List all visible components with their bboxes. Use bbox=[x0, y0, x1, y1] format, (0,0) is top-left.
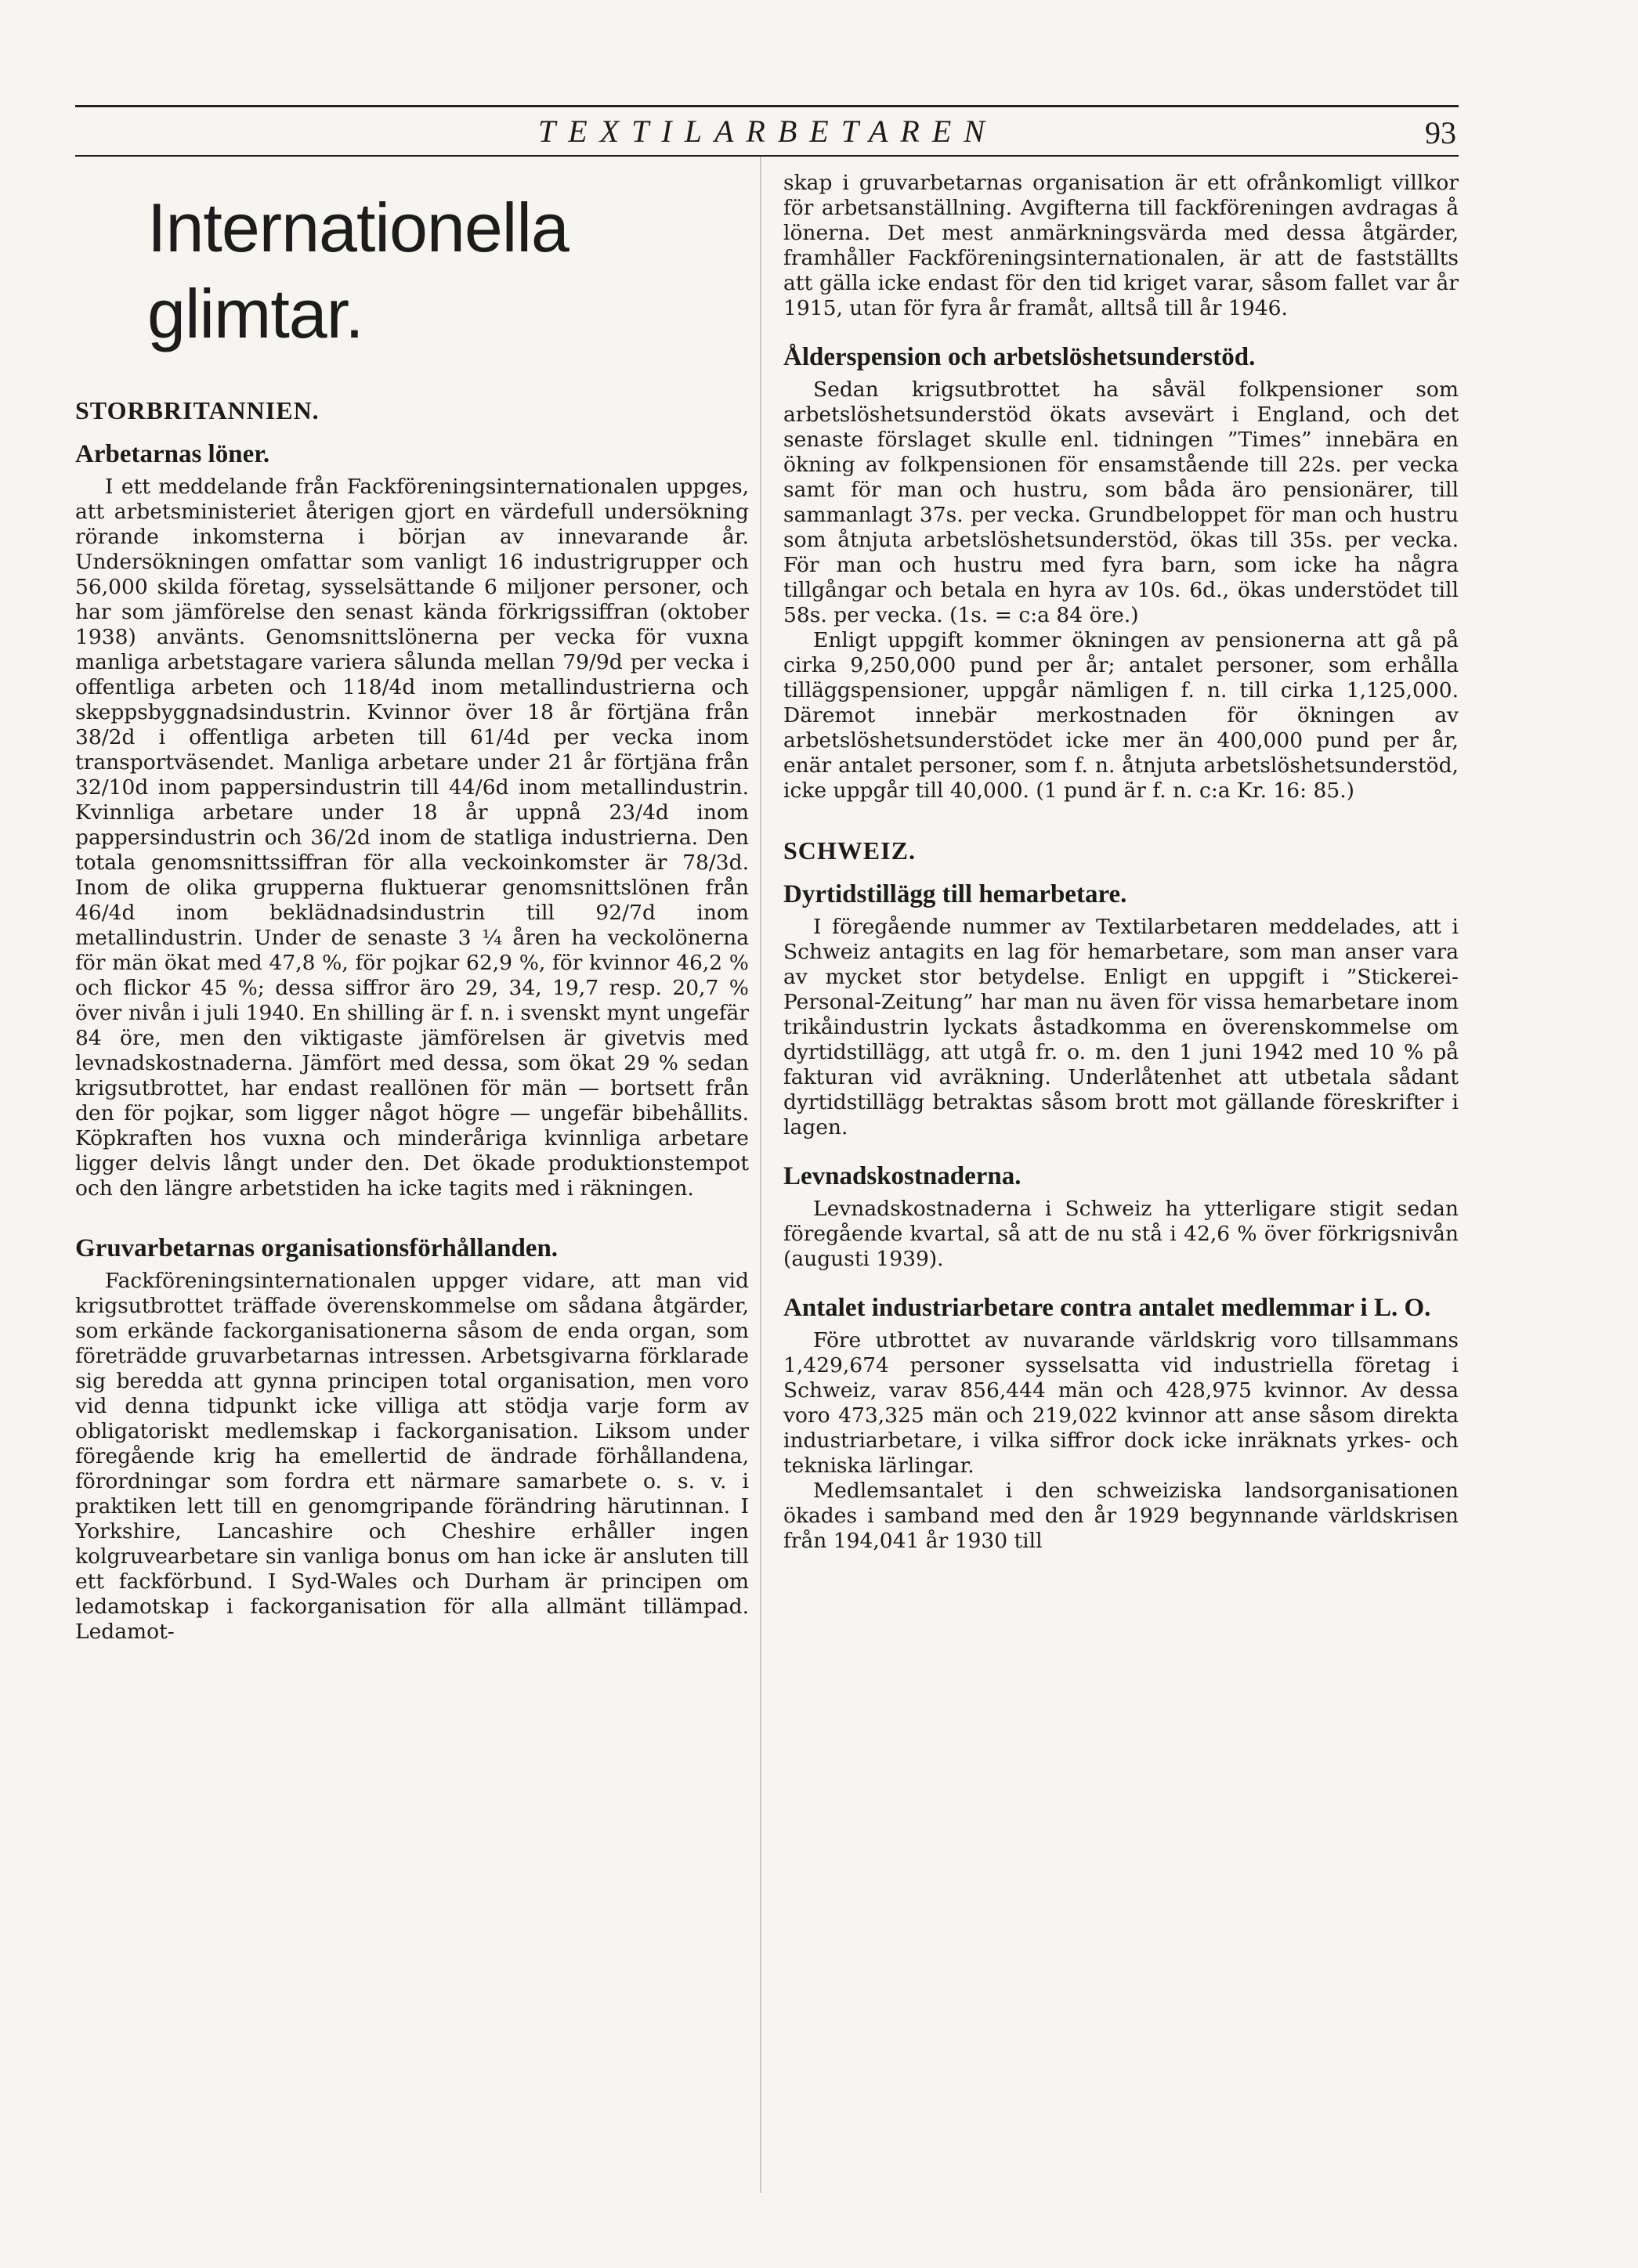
section-heading: Gruvarbetarnas organisationsförhållanden. bbox=[75, 1234, 559, 1262]
right-column bbox=[783, 171, 1459, 1554]
paragraph: Enligt uppgift kommer ökningen av pensionerna att gå på cirka 9,250,000 pund per år; antalet personer, som erhålla tilläggspensioner, uppgår nämligen f. n. till cirka 1,125,000. Däremot innebär merkostnaden för ökningen av arbetslöshetsunderstödet icke mer än 400,000 pund per år, enär antalet personer, som f. n. åtnjuta arbetslöshetsunderstöd, icke uppgår till 40,000. (1 pund är f. n. c:a Kr. 16: 85.) bbox=[783, 628, 1459, 803]
page-number: 93 bbox=[1425, 115, 1456, 150]
header-rule-bottom bbox=[75, 155, 1459, 157]
paragraph: I föregående nummer av Textilarbetaren meddelades, att i Schweiz antagits en lag för hemarbetare, som man anser vara av mycket stor betydelse. Enligt en uppgift i ”Stickerei-Personal-Zeitung” har man nu även för vissa hemarbetare inom trikåindustrin lyckats åstadkomma en överenskommelse om dyrtidstillägg, att utgå fr. o. m. den 1 juni 1942 med 10 % på fakturan vid avräkning. Underlåtenhet att utbetala sådant dyrtidstillägg betraktas såsom brott mot gällande föreskrifter i lagen. bbox=[783, 915, 1459, 1139]
paragraph: Fackföreningsinternationalen uppger vidare, att man vid krigsutbrottet träffade överenskommelse om sådana åtgärder, som erkände fackorganisationerna såsom de enda organ, som företrädde gruvarbetarnas intressen. Arbetsgivarna förklarade sig beredda att gynna principen total organisation, men voro vid denna tidpunkt icke villiga att stödja varje form av obligatoriskt medlemskap i fackorganisation. Liksom under föregående krig ha emellertid de ändrade förhållandena, förordningar som fordra ett närmare samarbete o. s. v. i praktiken lett till en genomgripande förändring härutinnan. I Yorkshire, Lancashire och Cheshire erhåller ingen kolgruvearbetare sin vanliga bonus om han icke är ansluten till ett fackförbund. I Syd-Wales och Durham är principen om ledamotskap i fackorganisation för alla allmänt tillämpad. Ledamot- bbox=[75, 1269, 749, 1644]
paragraph: Levnadskostnaderna i Schweiz ha ytterligare stigit sedan föregående kvartal, så att de nu stå i 42,6 % över förkrigsnivån (augusti 1939). bbox=[783, 1197, 1459, 1271]
paragraph: Medlemsantalet i den schweiziska landsorganisationen ökades i samband med den år 1929 begynnande världskrisen från 194,041 år 1930 till bbox=[783, 1479, 1459, 1553]
left-column bbox=[75, 171, 749, 1645]
column-divider bbox=[760, 157, 761, 2193]
section-heading: Arbetarnas löner. bbox=[75, 440, 270, 468]
header-rule-top bbox=[75, 105, 1459, 107]
section-heading: Antalet industriarbetare contra antalet medlemmar i L. O. bbox=[783, 1294, 1431, 1322]
paragraph: I ett meddelande från Fackföreningsinternationalen uppges, att arbetsministeriet återigen gjort en värdefull undersökning rörande inkomsterna i början av innevarande år. Undersökningen omfattar som vanligt 16 industrigrupper och 56,000 skilda företag, sysselsättande 6 miljoner personer, och har som jämförelse den senast kända förkrigssiffran (oktober 1938) använts. Genomsnittslönerna per vecka för vuxna manliga arbetstagare variera sålunda mellan 79/9d per vecka i offentliga arbeten och 118/4d inom metallindustrierna och skeppsbyggnadsindustrin. Kvinnor över 18 år förtjäna från 38/2d i offentliga arbeten till 61/4d per vecka inom transportväsendet. Manliga arbetare under 21 år förtjäna från 32/10d inom pappersindustrin till 44/6d inom metallindustrin. Kvinnliga arbetare under 18 år uppnå 23/4d inom pappersindustrin och 36/2d inom de statliga industrierna. Den totala genomsnittssiffran för alla veckoinkomster är 78/3d. Inom de olika grupperna fluktuerar genomsnittslönen från 46/4d inom beklädnadsindustrin till 92/7d inom metallindustrin. Under de senaste 3 ¼ åren ha veckolönerna för män ökat med 47,8 %, för pojkar 62,9 %, för kvinnor 46,2 % och flickor 45 %; dessa siffror äro 29, 34, 19,7 resp. 20,7 % över nivån i juli 1940. En shilling är f. n. i svenskt mynt ungefär 84 öre, men den viktigaste jämförelsen är givetvis med levnadskostnaderna. Jämfört med dessa, som ökat 29 % sedan krigsutbrottet, har endast reallönen för män — bortsett från den för pojkar, som ligger något högre — ungefär bibehållits. Köpkraften hos vuxna och minderåriga kvinnliga arbetare ligger delvis långt under den. Det ökade produktionstempot och den längre arbetstiden ha icke tagits med i räkningen. bbox=[75, 475, 749, 1201]
article-title: Internationella glimtar. bbox=[147, 189, 569, 352]
section-heading: Ålderspension och arbetslöshetsunderstöd. bbox=[783, 343, 1256, 371]
paragraph: skap i gruvarbetarnas organisation är ett ofrånkomligt villkor för arbetsanställning. Avgifterna till fackföreningen avdragas å lönerna. Det mest anmärkningsvärda med dessa åtgärder, framhåller Fackföreningsinternationalen, är att de fastställts att gälla icke endast för den tid kriget varar, såsom fallet var år 1915, utan för fyra år framåt, alltså till år 1946. bbox=[783, 171, 1459, 320]
country-heading: STORBRITANNIEN. bbox=[75, 396, 320, 424]
section-heading: Dyrtidstillägg till hemarbetare. bbox=[783, 880, 1127, 908]
section-heading: Levnadskostnaderna. bbox=[783, 1162, 1021, 1190]
running-head: TEXTILARBETAREN bbox=[538, 114, 997, 149]
country-heading: SCHWEIZ. bbox=[783, 836, 916, 865]
paragraph: Sedan krigsutbrottet ha såväl folkpensioner som arbetslöshetsunderstöd ökats avsevärt i England, och det senaste förslaget skulle enl. tidningen ”Times” innebära en ökning av folkpensionen för ensamstående till 22s. per vecka samt för man och hustru, som båda äro pensionärer, till sammanlagt 37s. per vecka. Grundbeloppet för man och hustru som åtnjuta arbetslöshetsunderstöd, ökas till 35s. per vecka. För man och hustru med fyra barn, som icke ha några tillgångar och betala en hyra av 10s. 6d., ökas understödet till 58s. per vecka. (1s. = c:a 84 öre.) bbox=[783, 377, 1459, 627]
paragraph: Före utbrottet av nuvarande världskrig voro tillsammans 1,429,674 personer sysselsatta vid industriella företag i Schweiz, varav 856,444 män och 428,975 kvinnor. Av dessa voro 473,325 män och 219,022 kvinnor att anse såsom direkta industriarbetare, i vilka siffror dock icke inräknats yrkes- och tekniska lärlingar. bbox=[783, 1328, 1459, 1478]
